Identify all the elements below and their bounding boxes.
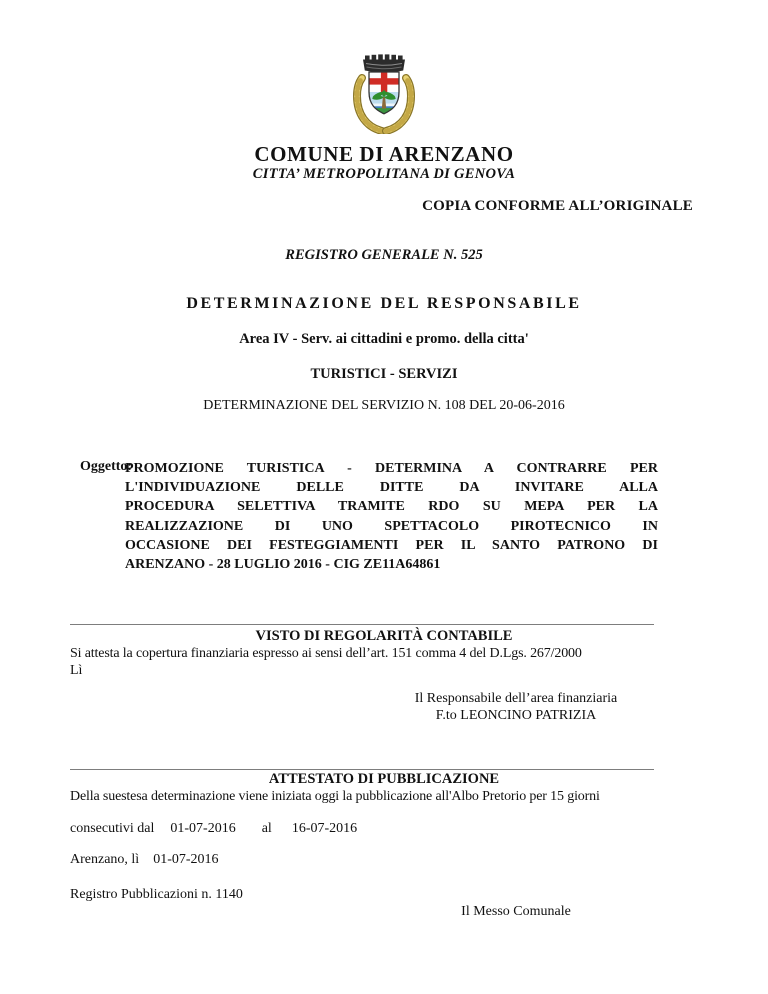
oggetto-line: PROCEDURA SELETTIVA TRAMITE RDO SU MEPA PER LA <box>125 499 658 515</box>
shield-field <box>369 72 399 116</box>
oggetto-line: OCCASIONE DEI FESTEGGIAMENTI PER IL SANTO PATRONO DI <box>125 537 658 553</box>
oggetto-line: PROMOZIONE TURISTICA - DETERMINA A CONTRARRE PER <box>125 461 658 476</box>
copy-conform-note: COPIA CONFORME ALL’ORIGINALE <box>422 198 693 214</box>
oggetto-line: L'INDIVIDUAZIONE DELLE DITTE DA INVITARE ALLA <box>125 480 658 496</box>
municipality-subtitle: CITTA’ METROPOLITANA DI GENOVA <box>252 166 516 182</box>
oggetto-line: REALIZZAZIONE DI UNO SPETTACOLO PIROTECNICO IN <box>125 518 658 534</box>
publication-dates-line <box>70 821 357 837</box>
determination-area-line: Area IV - Serv. ai cittadini e promo. della citta' <box>239 331 529 347</box>
registro-generale-line: REGISTRO GENERALE N. 525 <box>285 247 483 263</box>
section-divider <box>70 769 654 770</box>
municipality-title: COMUNE DI ARENZANO <box>254 142 514 166</box>
oggetto-line: ARENZANO - 28 LUGLIO 2016 - CIG ZE11A64861 <box>125 557 441 573</box>
publication-date-to: 16-07-2016 <box>291 821 358 836</box>
finance-signature-block <box>376 690 656 724</box>
publication-date-from: 01-07-2016 <box>170 821 236 836</box>
determination-title: DETERMINAZIONE DEL RESPONSABILE <box>186 295 582 312</box>
determination-number-line: DETERMINAZIONE DEL SERVIZIO N. 108 DEL 20-06-2016 <box>203 398 565 413</box>
oggetto-text <box>125 459 658 574</box>
consecutivi-label: consecutivi dal <box>70 821 155 836</box>
place-label: Arenzano, lì <box>70 852 140 867</box>
registro-pubblicazioni-line: Registro Pubblicazioni n. 1140 <box>70 887 243 902</box>
finance-signer-role: Il Responsabile dell’area finanziaria <box>414 691 618 706</box>
determination-service-line: TURISTICI - SERVIZI <box>310 366 458 382</box>
oggetto-block <box>80 459 658 574</box>
messo-signer-role: Il Messo Comunale <box>461 904 571 919</box>
visto-li-label: Lì <box>70 663 83 678</box>
place-date-line <box>70 852 219 868</box>
section-divider <box>70 624 654 625</box>
oggetto-label: Oggetto: <box>80 459 133 474</box>
visto-heading: VISTO DI REGOLARITÀ CONTABILE <box>255 628 513 644</box>
place-date: 01-07-2016 <box>153 852 219 867</box>
al-label: al <box>261 821 272 836</box>
messo-signature-block <box>376 903 656 920</box>
finance-signer-name: F.to LEONCINO PATRIZIA <box>435 708 597 723</box>
attestato-heading: ATTESTATO DI PUBBLICAZIONE <box>268 771 500 787</box>
mural-crown <box>363 54 405 72</box>
visto-body-text: Si attesta la copertura finanziaria espresso ai sensi dell’art. 151 comma 4 del D.Lgs. 267/2000 <box>70 646 582 661</box>
arenzano-coat-of-arms-icon <box>352 54 416 134</box>
attestato-body-text: Della suestesa determinazione viene iniziata oggi la pubblicazione all'Albo Pretorio per 15 giorni <box>70 789 600 804</box>
